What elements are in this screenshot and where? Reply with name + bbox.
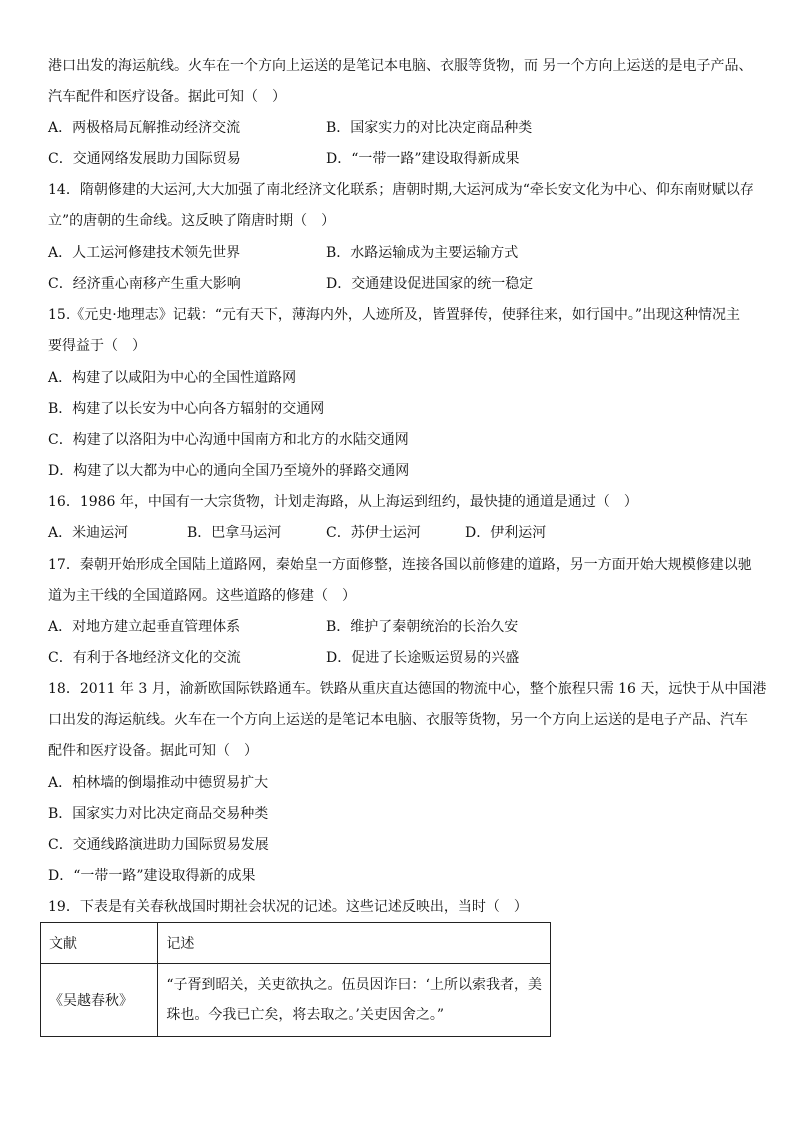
q18-stem-line2: 口出发的海运航线。火车在一个方向上运送的是笔记本电脑、衣服等货物，另一个方向上运送的是电子产品、汽车 xyxy=(48,712,748,728)
q14-option-b[interactable]: B．水路运输成为主要运输方式 xyxy=(326,245,519,261)
q14-option-c[interactable]: C．经济重心南移产生重大影响 xyxy=(48,276,241,292)
table-cell-text-line1: “子胥到昭关，关吏欲执之。伍员因诈曰：‘上所以索我者，美 xyxy=(166,977,542,993)
q14-option-a[interactable]: A．人工运河修建技术领先世界 xyxy=(48,245,241,261)
q16-option-c[interactable]: C．苏伊士运河 xyxy=(326,525,421,541)
q16-option-d[interactable]: D．伊利运河 xyxy=(465,525,547,541)
q19-source-table xyxy=(40,922,551,1037)
q18-option-a[interactable]: A．柏林墙的倒塌推动中德贸易扩大 xyxy=(48,775,269,791)
table-cell-source: 《吴越春秋》 xyxy=(41,964,158,1037)
q17-option-a[interactable]: A．对地方建立起垂直管理体系 xyxy=(48,619,241,635)
q15-stem-line1: 15.《元史·地理志》记载：“元有天下，薄海内外，人迹所及，皆置驿传，使驿往来，如行国中。”出现这种情况主 xyxy=(48,307,741,323)
q15-stem-line2: 要得益于（ ） xyxy=(48,338,146,354)
q16-option-b[interactable]: B．巴拿马运河 xyxy=(187,525,282,541)
q13-option-a[interactable]: A．两极格局瓦解推动经济交流 xyxy=(48,120,241,136)
q15-option-c[interactable]: C．构建了以洛阳为中心沟通中国南方和北方的水陆交通网 xyxy=(48,432,409,448)
q16-stem-line1: 16．1986 年，中国有一大宗货物，计划走海路，从上海运到纽约，最快捷的通道是通过（ ） xyxy=(48,494,638,510)
table-row xyxy=(41,964,551,1037)
q15-option-d[interactable]: D．构建了以大都为中心的通向全国乃至境外的驿路交通网 xyxy=(48,463,410,479)
q13-stem-line1: 港口出发的海运航线。火车在一个方向上运送的是笔记本电脑、衣服等货物，而 另一个方向上运送的是电子产品、 xyxy=(48,58,753,74)
q18-stem-line3: 配件和医疗设备。据此可知（ ） xyxy=(48,743,258,759)
q17-option-b[interactable]: B．维护了秦朝统治的长治久安 xyxy=(326,619,519,635)
table-header-text: 记述 xyxy=(158,923,551,964)
q13-option-b[interactable]: B．国家实力的对比决定商品种类 xyxy=(326,120,533,136)
q15-option-b[interactable]: B．构建了以长安为中心向各方辐射的交通网 xyxy=(48,401,325,417)
q16-option-a[interactable]: A．米迪运河 xyxy=(48,525,129,541)
q13-option-c[interactable]: C．交通网络发展助力国际贸易 xyxy=(48,151,241,167)
q17-stem-line1: 17．秦朝开始形成全国陆上道路网，秦始皇一方面修整，连接各国以前修建的道路，另一方面开始大规模修建以驰 xyxy=(48,557,752,573)
q18-stem-line1: 18．2011 年 3 月，渝新欧国际铁路通车。铁路从重庆直达德国的物流中心，整个旅程只需 16 天，远快于从中国港 xyxy=(48,681,767,697)
table-cell-text xyxy=(158,964,551,1037)
table-header-row xyxy=(41,923,551,964)
q14-option-d[interactable]: D．交通建设促进国家的统一稳定 xyxy=(326,276,534,292)
table-header-source: 文献 xyxy=(41,923,158,964)
q18-option-d[interactable]: D．“一带一路”建设取得新的成果 xyxy=(48,868,256,884)
q19-stem-line1: 19．下表是有关春秋战国时期社会状况的记述。这些记述反映出，当时（ ） xyxy=(48,899,528,915)
q14-stem-line2: 立”的唐朝的生命线。这反映了隋唐时期（ ） xyxy=(48,213,336,229)
q13-stem-line2: 汽车配件和医疗设备。据此可知（ ） xyxy=(48,89,286,105)
q18-option-b[interactable]: B．国家实力对比决定商品交易种类 xyxy=(48,806,269,822)
table-cell-text-line2: 珠也。今我已亡矣，将去取之。’关吏因舍之。” xyxy=(166,1007,444,1023)
q15-option-a[interactable]: A．构建了以咸阳为中心的全国性道路网 xyxy=(48,370,297,386)
q18-option-c[interactable]: C．交通线路演进助力国际贸易发展 xyxy=(48,837,269,853)
q17-option-c[interactable]: C．有利于各地经济文化的交流 xyxy=(48,650,241,666)
q13-option-d[interactable]: D．“一带一路”建设取得新成果 xyxy=(326,151,520,167)
q14-stem-line1: 14．隋朝修建的大运河,大大加强了南北经济文化联系；唐朝时期,大运河成为“牵长安文化为中心、仰东南财赋以存 xyxy=(48,182,754,198)
q17-stem-line2: 道为主干线的全国道路网。这些道路的修建（ ） xyxy=(48,588,356,604)
q17-option-d[interactable]: D．促进了长途贩运贸易的兴盛 xyxy=(326,650,520,666)
